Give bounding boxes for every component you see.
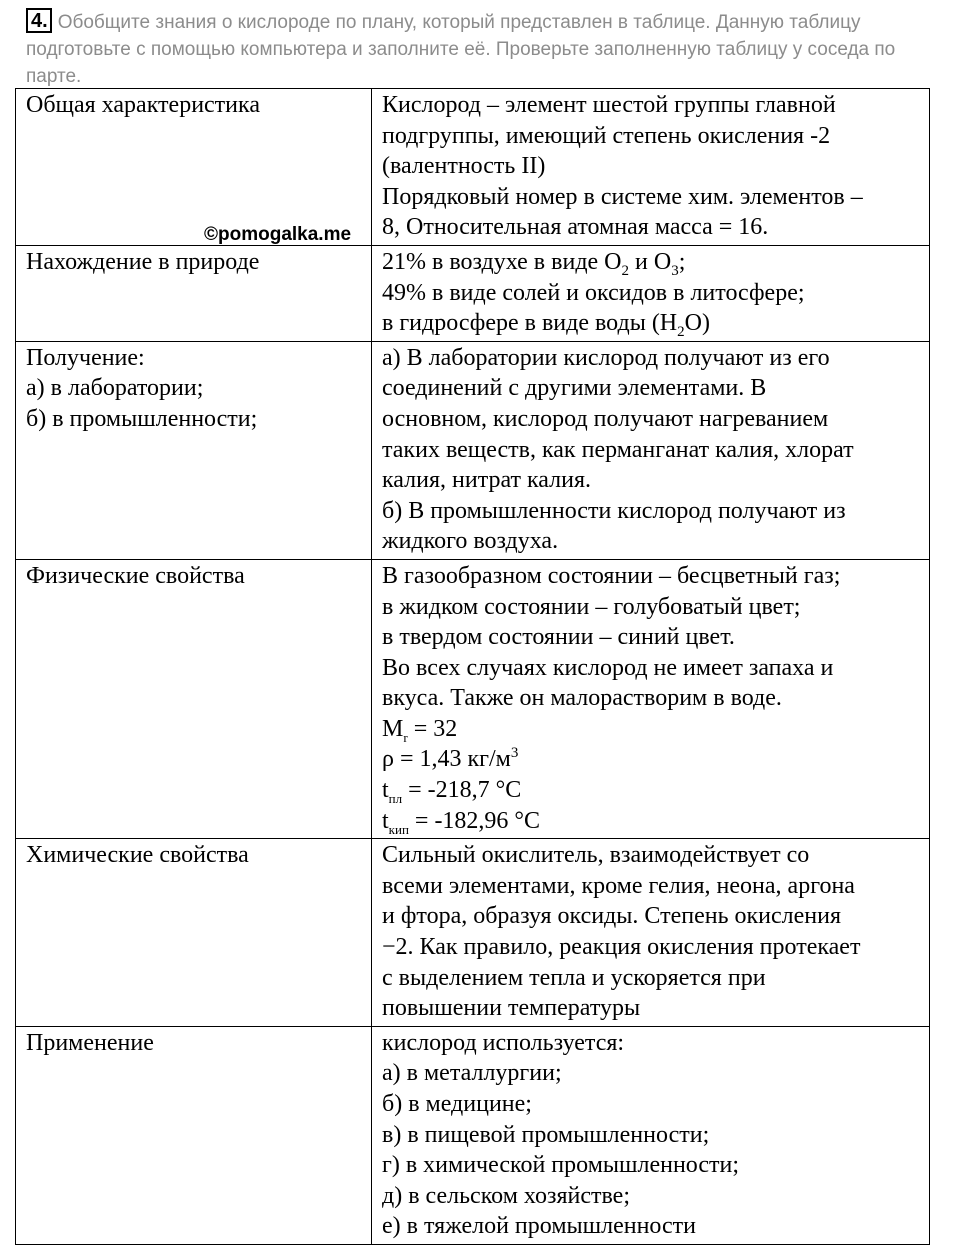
content-line: а) в металлургии; — [382, 1060, 562, 1087]
text-fragment: = -182,96 °C — [408, 807, 541, 834]
row-label: Химические свойства — [26, 842, 249, 869]
content-line: −2. Как правило, реакция окисления протекает — [382, 934, 861, 961]
row-label-cell — [16, 1026, 372, 1244]
text-fragment: ρ = 1,43 кг/м — [382, 746, 511, 773]
content-line: (валентность II) — [382, 153, 546, 180]
content-line: В газообразном состоянии – бесцветный газ; — [382, 562, 841, 589]
content-line: Порядковый номер в системе хим. элементов – — [382, 183, 863, 210]
text-fragment: ; — [678, 248, 686, 275]
content-line: б) в медицине; — [382, 1091, 532, 1117]
row-content-cell — [372, 839, 930, 1027]
text-fragment: = 32 — [407, 715, 458, 742]
row-label: б) в промышленности; — [26, 405, 258, 432]
subscript: пл — [388, 790, 403, 806]
content-line: таких веществ, как перманганат калия, хлорат — [382, 436, 854, 463]
subscript: 2 — [677, 323, 685, 340]
subscript: r — [403, 729, 408, 745]
table-row — [16, 839, 930, 1027]
content-line: Кислород – элемент шестой группы главной — [382, 92, 836, 118]
table-row — [16, 245, 930, 341]
text-fragment: = -218,7 °C — [402, 777, 522, 804]
content-line: основном, кислород получают нагреванием — [382, 405, 829, 432]
content-line: соединений с другими элементами. В — [382, 375, 767, 402]
content-line: 49% в виде солей и оксидов в литосфере; — [382, 279, 805, 306]
content-line: а) В лаборатории кислород получают из его — [382, 344, 830, 371]
table-row — [16, 559, 930, 838]
formula-density — [382, 744, 923, 775]
text-fragment: t — [382, 777, 389, 804]
content-line: б) В промышленности кислород получают из — [382, 497, 846, 524]
row-label-cell — [16, 89, 372, 246]
content-line — [382, 247, 923, 278]
content-line: Во всех случаях кислород не имеет запаха и — [382, 654, 834, 681]
row-label-cell — [16, 245, 372, 341]
subscript: 2 — [621, 262, 630, 279]
text-fragment: M — [382, 715, 404, 742]
text-fragment: t — [382, 807, 389, 834]
task-header — [26, 8, 926, 90]
content-line: кислород используется: — [382, 1029, 625, 1056]
row-label: Применение — [26, 1029, 154, 1056]
content-line — [382, 308, 923, 339]
row-content-cell — [372, 245, 930, 341]
content-line: калия, нитрат калия. — [382, 467, 592, 494]
row-content-cell — [372, 89, 930, 246]
text-fragment: и O — [629, 248, 672, 275]
table-row — [16, 89, 930, 246]
row-content-cell — [372, 341, 930, 559]
subscript: кип — [388, 821, 409, 837]
table-row — [16, 1026, 930, 1244]
row-content-cell — [372, 1026, 930, 1244]
text-fragment: 21% в воздухе в виде O — [382, 248, 622, 275]
content-line: вкуса. Также он малорастворим в воде. — [382, 685, 782, 712]
formula-mr — [382, 714, 923, 745]
row-label-cell — [16, 341, 372, 559]
content-line: повышении температуры — [382, 995, 641, 1022]
content-line: с выделением тепла и ускоряется при — [382, 964, 766, 991]
task-text: Обобщите знания о кислороде по плану, который представлен в таблице. Данную таблицу подготовьте с помощью компьютера и заполните её. Проверьте заполненную таблицу у соседа по парте. — [26, 12, 896, 87]
content-line: в жидком состоянии – голубоватый цвет; — [382, 593, 801, 620]
row-content-cell — [372, 559, 930, 838]
content-line: Сильный окислитель, взаимодействует со — [382, 842, 810, 869]
text-fragment: в гидросфере в виде воды (H — [382, 310, 678, 337]
content-line: д) в сельском хозяйстве; — [382, 1182, 630, 1209]
row-label: Получение: — [26, 344, 145, 371]
superscript: 3 — [510, 745, 519, 762]
subscript: 3 — [671, 262, 679, 279]
row-label: Нахождение в природе — [26, 248, 260, 275]
content-line: в твердом состоянии – синий цвет. — [382, 624, 735, 651]
content-line: г) в химической промышленности; — [382, 1152, 740, 1179]
oxygen-table — [15, 88, 930, 1245]
row-label: Общая характеристика — [26, 92, 260, 118]
row-label: Физические свойства — [26, 562, 245, 589]
content-line: е) в тяжелой промышленности — [382, 1213, 697, 1240]
table-row — [16, 341, 930, 559]
content-line: в) в пищевой промышленности; — [382, 1121, 710, 1148]
content-line: подгруппы, имеющий степень окисления -2 — [382, 122, 831, 149]
task-number: 4. — [26, 8, 52, 33]
watermark: ©pomogalka.me — [204, 224, 352, 245]
content-line: и фтора, образуя оксиды. Степень окисления — [382, 903, 842, 930]
text-fragment: O) — [684, 310, 710, 337]
row-label: а) в лаборатории; — [26, 375, 204, 402]
content-line: жидкого воздуха. — [382, 528, 559, 555]
content-line: всеми элементами, кроме гелия, неона, аргона — [382, 872, 855, 899]
row-label-cell — [16, 839, 372, 1027]
content-line: 8, Относительная атомная масса = 16. — [382, 214, 769, 241]
formula-boiling-point — [382, 806, 923, 837]
formula-melting-point — [382, 775, 923, 806]
row-label-cell — [16, 559, 372, 838]
